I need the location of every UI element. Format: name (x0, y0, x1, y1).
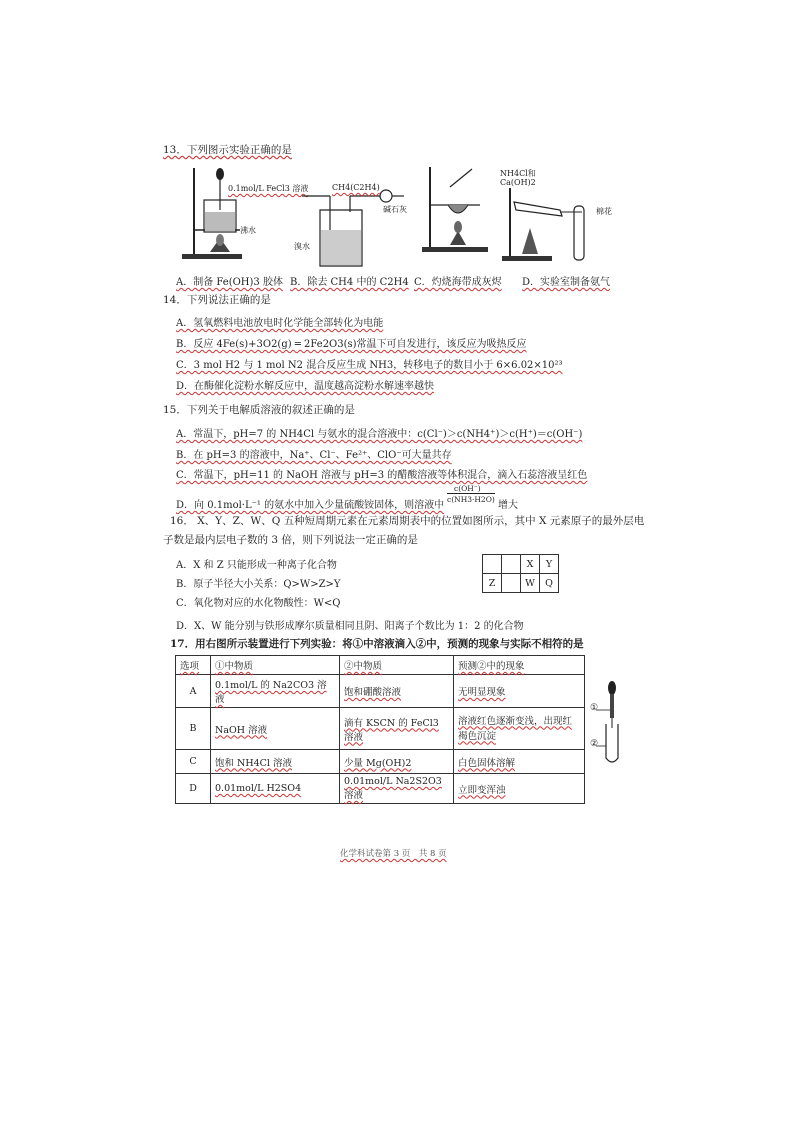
q15-option-b: B．在 pH=3 的溶液中，Na⁺、Cl⁻、Fe²⁺、ClO⁻可大量共存 (176, 450, 452, 461)
q16-title-line1: 16． X、Y、Z、W、Q 五种短周期元素在元素周期表中的位置如图所示，其中 X 元素原子的最外层电 (170, 515, 645, 527)
cell: A (176, 675, 211, 708)
q15-option-a: A．常温下，pH=7 的 NH4Cl 与氨水的混合溶液中：c(Cl⁻)＞c(NH4⁺)＞c(H⁺)＝c(OH⁻) (176, 429, 583, 440)
header-cell: ②中物质 (340, 656, 454, 675)
fig-a-label: 0.1mol/L FeCl3 溶液 (228, 184, 309, 193)
table-row (176, 675, 585, 708)
grid-cell: W (521, 574, 540, 593)
q17-title: 17．用右图所示装置进行下列实验：将①中溶液滴入②中，预测的现象与实际不相符的是 (170, 638, 584, 650)
header-cell: 选项 (176, 656, 211, 675)
grid-cell: X (521, 555, 540, 574)
grid-cell (502, 574, 521, 593)
q13-option-b: B．除去 CH4 中的 C2H4 (290, 277, 409, 288)
cell: 无明显现象 (454, 675, 585, 708)
fig-b-alkali: 碱石灰 (383, 205, 407, 214)
q16-option-c: C．氧化物对应的水化物酸性：W<Q (176, 598, 341, 609)
fig-d-label1: NH4Cl和 (500, 169, 536, 178)
mark-2: ② (590, 739, 599, 749)
table-row (176, 708, 585, 750)
cell: 立即变浑浊 (454, 774, 585, 804)
fig-b-label: CH4(C2H4) (332, 183, 380, 192)
cell: 白色固体溶解 (454, 750, 585, 774)
grid-cell (483, 555, 502, 574)
figure-crucible (420, 165, 500, 257)
q13-option-c: C．灼烧海带成灰烬 (414, 277, 502, 288)
header-cell: 预测②中的现象 (454, 656, 585, 675)
q14-option-b: B．反应 4Fe(s)+3O2(g) ═ 2Fe2O3(s)常温下可自发进行，该反应为吸热反应 (176, 339, 527, 350)
cell: C (176, 750, 211, 774)
cell: 饱和 NH4Cl 溶液 (211, 750, 340, 774)
q16-option-d: D．X、W 能分别与铁形成摩尔质量相同且阴、阳离子个数比为 1：2 的化合物 (176, 621, 524, 632)
cell: 溶液红色逐渐变浅，出现红褐色沉淀 (454, 708, 585, 750)
fig-d-label2: Ca(OH)2 (500, 178, 536, 187)
q15-title: 15．下列关于电解质溶液的叙述正确的是 (163, 404, 355, 416)
table-row (176, 750, 585, 774)
q17-table (175, 655, 585, 804)
grid-cell (502, 555, 521, 574)
page-footer: 化学科试卷第 3 页 共 8 页 (340, 849, 447, 859)
q13-title: 13．下列图示实验正确的是 (163, 144, 292, 156)
cell: D (176, 774, 211, 804)
q15-option-c: C．常温下，pH=11 的 NaOH 溶液与 pH=3 的醋酸溶液等体积混合，滴入石蕊溶液呈红色 (176, 470, 588, 481)
q15-fraction-numerator: c(OH⁻) (454, 484, 481, 493)
table-header-row (176, 656, 585, 675)
cell: NaOH 溶液 (211, 708, 340, 750)
q16-title-line2: 子数是最内层电子数的 3 倍，则下列说法一定正确的是 (163, 534, 418, 546)
cell: 0.01mol/L H2SO4 (211, 774, 340, 804)
figure-fe-oh3-colloid (180, 160, 300, 268)
grid-cell: Z (483, 574, 502, 593)
cell: 滴有 KSCN 的 FeCl3 溶液 (340, 708, 454, 750)
q16-option-b: B．原子半径大小关系：Q>W>Z>Y (176, 579, 341, 590)
q13-option-a: A．制备 Fe(OH)3 胶体 (176, 277, 283, 288)
table-row (176, 774, 585, 804)
q16-option-a: A．X 和 Z 只能形成一种离子化合物 (176, 560, 337, 571)
q14-option-a: A．氢氧燃料电池放电时化学能全部转化为电能 (176, 318, 384, 329)
q15-option-d: D．向 0.1mol·L⁻¹ 的氨水中加入少量硫酸铵固体，则溶液中 (176, 500, 445, 511)
cell: 饱和硼酸溶液 (340, 675, 454, 708)
fig-a-water: 沸水 (240, 226, 256, 235)
q14-option-c: C．3 mol H2 与 1 mol N2 混合反应生成 NH3，转移电子的数目小于 6×6.02×10²³ (176, 360, 563, 371)
q14-title: 14．下列说法正确的是 (163, 294, 271, 306)
cell: 0.1mol/L 的 Na2CO3 溶液 (211, 675, 340, 708)
grid-cell: Y (540, 555, 559, 574)
cell: 0.01mol/L Na2S2O3 溶液 (340, 774, 454, 804)
cell: B (176, 708, 211, 750)
mark-1: ① (590, 703, 599, 713)
grid-cell: Q (540, 574, 559, 593)
figure-dropper-tube (590, 678, 630, 768)
periodic-grid (482, 554, 559, 593)
figure-wash-bottle (300, 182, 410, 272)
q15-fraction-bar (447, 493, 495, 494)
fig-b-water: 溴水 (294, 242, 310, 251)
fig-d-cotton: 棉花 (596, 207, 612, 216)
q13-option-d: D．实验室制备氨气 (522, 277, 611, 288)
q15-fraction-denominator: c(NH3·H2O) (447, 495, 495, 504)
cell: 少量 Mg(OH)2 (340, 750, 454, 774)
header-cell: ①中物质 (211, 656, 340, 675)
q14-option-d: D．在酶催化淀粉水解反应中，温度越高淀粉水解速率越快 (176, 381, 435, 392)
q15-option-d-tail: 增大 (498, 500, 518, 511)
